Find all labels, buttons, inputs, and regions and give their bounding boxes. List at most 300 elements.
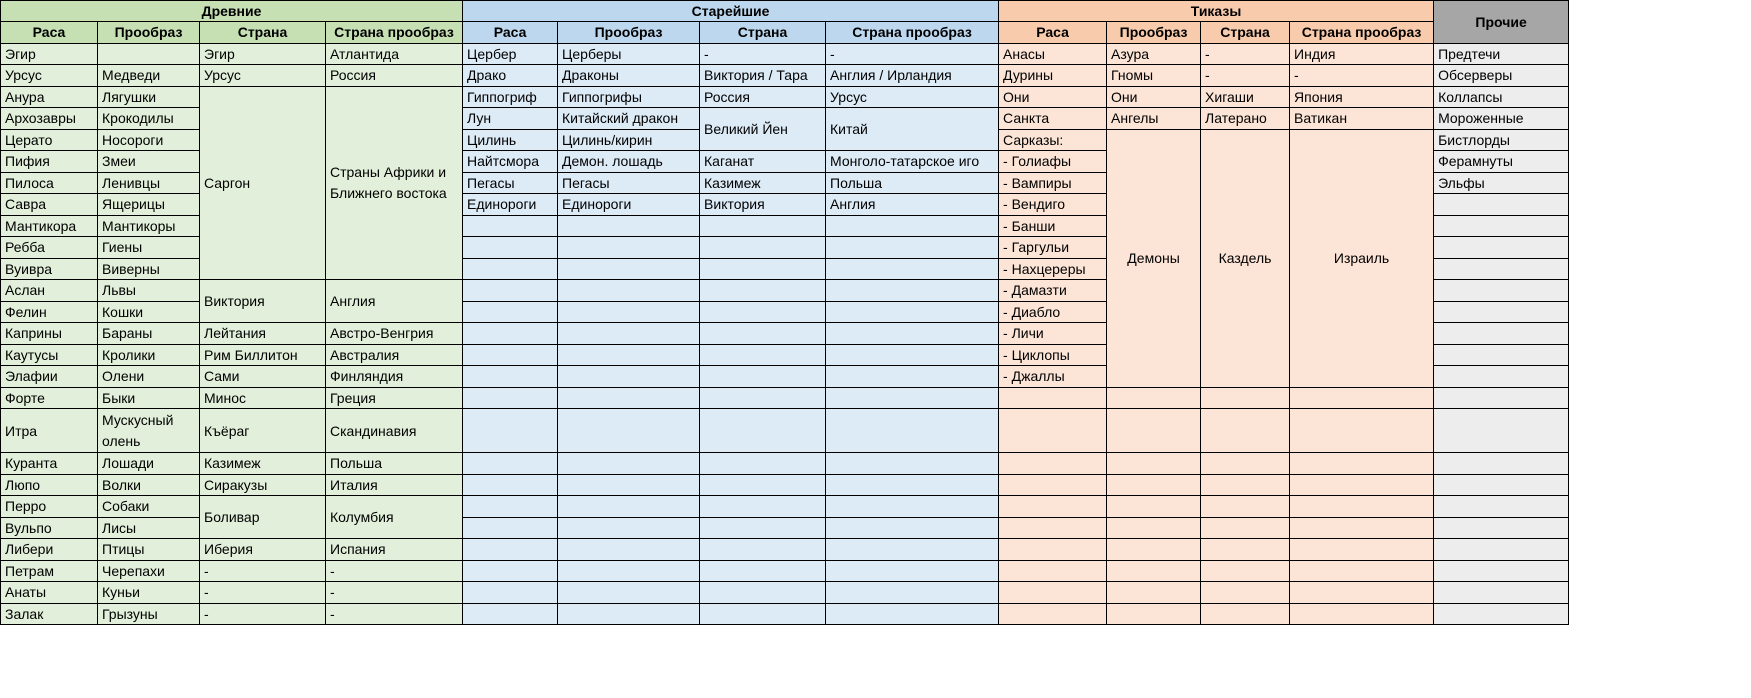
cell bbox=[1107, 582, 1201, 604]
table-row bbox=[1, 387, 1569, 409]
cell bbox=[999, 603, 1107, 625]
cell[interactable]: Савра bbox=[1, 194, 98, 216]
cell[interactable]: Драконы bbox=[558, 65, 700, 87]
cell[interactable]: Сами bbox=[200, 366, 326, 388]
table-row bbox=[1, 453, 1569, 475]
cell[interactable]: Ангелы bbox=[1107, 108, 1201, 130]
table-row bbox=[1, 474, 1569, 496]
cell[interactable]: Крокодилы bbox=[98, 108, 200, 130]
cell[interactable]: Лягушки bbox=[98, 86, 200, 108]
col-header: Прообраз bbox=[98, 22, 200, 44]
cell[interactable]: Лун bbox=[463, 108, 558, 130]
cell bbox=[1434, 280, 1569, 302]
cell[interactable]: Лисы bbox=[98, 517, 200, 539]
cell[interactable]: Ящерицы bbox=[98, 194, 200, 216]
cell[interactable]: Эгир bbox=[200, 43, 326, 65]
cell bbox=[826, 582, 999, 604]
cell[interactable]: Страны Африки и Ближнего востока bbox=[326, 86, 463, 280]
cell bbox=[1201, 409, 1290, 453]
cell[interactable]: Виктория bbox=[200, 280, 326, 323]
cell bbox=[700, 323, 826, 345]
cell bbox=[558, 474, 700, 496]
cell[interactable]: Драко bbox=[463, 65, 558, 87]
cell bbox=[826, 539, 999, 561]
cell[interactable] bbox=[98, 43, 200, 65]
cell[interactable]: Монголо-татарское иго bbox=[826, 151, 999, 173]
cell bbox=[700, 517, 826, 539]
cell bbox=[999, 582, 1107, 604]
cell[interactable]: Пегасы bbox=[558, 172, 700, 194]
cell[interactable]: Вуивра bbox=[1, 258, 98, 280]
cell[interactable]: Польша bbox=[326, 453, 463, 475]
cell bbox=[463, 301, 558, 323]
cell bbox=[558, 603, 700, 625]
cell[interactable]: Виктория / Тара bbox=[700, 65, 826, 87]
cell bbox=[463, 453, 558, 475]
col-header: Раса bbox=[999, 22, 1107, 44]
cell[interactable]: - Дамазти bbox=[999, 280, 1107, 302]
cell[interactable]: - Гаргульи bbox=[999, 237, 1107, 259]
cell bbox=[700, 603, 826, 625]
cell[interactable]: - bbox=[326, 582, 463, 604]
cell bbox=[999, 496, 1107, 518]
cell[interactable]: Япония bbox=[1290, 86, 1434, 108]
cell bbox=[999, 409, 1107, 453]
cell bbox=[558, 517, 700, 539]
cell[interactable]: Залак bbox=[1, 603, 98, 625]
cell bbox=[826, 280, 999, 302]
cell bbox=[1290, 539, 1434, 561]
cell bbox=[558, 366, 700, 388]
cell bbox=[826, 560, 999, 582]
group-tikaz-header: Тиказы bbox=[999, 1, 1434, 22]
cell[interactable]: Виктория bbox=[700, 194, 826, 216]
cell bbox=[1434, 539, 1569, 561]
cell bbox=[1107, 517, 1201, 539]
cell[interactable]: Они bbox=[999, 86, 1107, 108]
cell[interactable]: Собаки bbox=[98, 496, 200, 518]
cell bbox=[826, 496, 999, 518]
cell[interactable]: Австралия bbox=[326, 344, 463, 366]
table-row bbox=[1, 560, 1569, 582]
cell bbox=[826, 517, 999, 539]
cell bbox=[1290, 453, 1434, 475]
cell[interactable]: - bbox=[200, 582, 326, 604]
cell bbox=[1434, 409, 1569, 453]
cell bbox=[700, 496, 826, 518]
cell[interactable]: - bbox=[200, 603, 326, 625]
cell[interactable]: Церато bbox=[1, 129, 98, 151]
cell[interactable]: Мускусный олень bbox=[98, 409, 200, 453]
cell[interactable]: Великий Йен bbox=[700, 108, 826, 151]
cell bbox=[558, 387, 700, 409]
cell[interactable]: - bbox=[326, 560, 463, 582]
cell[interactable]: - Диабло bbox=[999, 301, 1107, 323]
cell bbox=[558, 582, 700, 604]
group-ancient-header: Древние bbox=[1, 1, 463, 22]
cell bbox=[1107, 474, 1201, 496]
cell[interactable]: - Циклопы bbox=[999, 344, 1107, 366]
cell[interactable]: Урсус bbox=[200, 65, 326, 87]
cell[interactable]: - Вампиры bbox=[999, 172, 1107, 194]
cell[interactable]: Пилоса bbox=[1, 172, 98, 194]
table-row bbox=[1, 539, 1569, 561]
cell bbox=[1201, 517, 1290, 539]
cell bbox=[463, 496, 558, 518]
cell bbox=[463, 280, 558, 302]
cell[interactable]: - Вендиго bbox=[999, 194, 1107, 216]
col-header: Прообраз bbox=[558, 22, 700, 44]
cell[interactable]: Колумбия bbox=[326, 496, 463, 539]
cell[interactable]: - bbox=[700, 43, 826, 65]
cell[interactable]: Олени bbox=[98, 366, 200, 388]
cell bbox=[826, 323, 999, 345]
cell[interactable]: - bbox=[1201, 43, 1290, 65]
cell bbox=[1434, 387, 1569, 409]
cell[interactable]: Ленивцы bbox=[98, 172, 200, 194]
cell bbox=[463, 474, 558, 496]
cell[interactable]: Минос bbox=[200, 387, 326, 409]
cell[interactable]: Финляндия bbox=[326, 366, 463, 388]
cell[interactable]: Урсус bbox=[826, 86, 999, 108]
cell bbox=[558, 539, 700, 561]
cell[interactable]: Азура bbox=[1107, 43, 1201, 65]
cell bbox=[1434, 517, 1569, 539]
cell bbox=[463, 323, 558, 345]
col-header: Страна прообраз bbox=[326, 22, 463, 44]
cell[interactable]: Ферамнуты bbox=[1434, 151, 1569, 173]
cell bbox=[558, 323, 700, 345]
cell[interactable]: Китайский дракон bbox=[558, 108, 700, 130]
cell bbox=[1434, 496, 1569, 518]
cell bbox=[1434, 301, 1569, 323]
cell bbox=[463, 560, 558, 582]
cell[interactable]: Италия bbox=[326, 474, 463, 496]
col-header: Страна bbox=[1201, 22, 1290, 44]
cell bbox=[1201, 387, 1290, 409]
cell[interactable]: Архозавры bbox=[1, 108, 98, 130]
cell[interactable]: Англия bbox=[826, 194, 999, 216]
table-row bbox=[1, 65, 1569, 87]
cell bbox=[1107, 603, 1201, 625]
cell bbox=[826, 301, 999, 323]
cell[interactable]: Сиракузы bbox=[200, 474, 326, 496]
cell bbox=[1290, 517, 1434, 539]
cell[interactable]: Израиль bbox=[1290, 129, 1434, 387]
cell[interactable]: Каздель bbox=[1201, 129, 1290, 387]
cell[interactable]: Единороги bbox=[463, 194, 558, 216]
cell bbox=[463, 539, 558, 561]
cell bbox=[1201, 453, 1290, 475]
cell[interactable]: - Банши bbox=[999, 215, 1107, 237]
cell[interactable]: Сарказы: bbox=[999, 129, 1107, 151]
cell[interactable]: Бистлорды bbox=[1434, 129, 1569, 151]
cell[interactable]: Каганат bbox=[700, 151, 826, 173]
cell[interactable]: Санкта bbox=[999, 108, 1107, 130]
cell bbox=[1290, 603, 1434, 625]
cell[interactable]: Анасы bbox=[999, 43, 1107, 65]
cell bbox=[1434, 323, 1569, 345]
cell[interactable]: Черепахи bbox=[98, 560, 200, 582]
cell[interactable]: Люпо bbox=[1, 474, 98, 496]
cell bbox=[1290, 496, 1434, 518]
cell[interactable]: Виверны bbox=[98, 258, 200, 280]
cell bbox=[1434, 215, 1569, 237]
cell bbox=[1107, 560, 1201, 582]
cell[interactable]: Пифия bbox=[1, 151, 98, 173]
cell[interactable]: Россия bbox=[326, 65, 463, 87]
cell[interactable]: Англия bbox=[326, 280, 463, 323]
cell bbox=[999, 474, 1107, 496]
cell[interactable]: Демоны bbox=[1107, 129, 1201, 387]
cell[interactable]: Мантикора bbox=[1, 215, 98, 237]
cell bbox=[999, 387, 1107, 409]
cell[interactable]: Предтечи bbox=[1434, 43, 1569, 65]
cell[interactable]: Мантикоры bbox=[98, 215, 200, 237]
cell bbox=[700, 560, 826, 582]
cell bbox=[558, 280, 700, 302]
cell[interactable]: Либери bbox=[1, 539, 98, 561]
cell[interactable]: Медведи bbox=[98, 65, 200, 87]
cell[interactable]: Саргон bbox=[200, 86, 326, 280]
cell[interactable]: Кошки bbox=[98, 301, 200, 323]
cell bbox=[1201, 474, 1290, 496]
col-header: Раса bbox=[1, 22, 98, 44]
cell[interactable]: Ребба bbox=[1, 237, 98, 259]
cell[interactable]: - bbox=[826, 43, 999, 65]
cell[interactable]: Гиппогриф bbox=[463, 86, 558, 108]
cell[interactable]: Урсус bbox=[1, 65, 98, 87]
col-header: Прообраз bbox=[1107, 22, 1201, 44]
cell bbox=[700, 409, 826, 453]
cell bbox=[1107, 453, 1201, 475]
cell[interactable]: Скандинавия bbox=[326, 409, 463, 453]
cell[interactable]: Кролики bbox=[98, 344, 200, 366]
col-header: Страна прообраз bbox=[826, 22, 999, 44]
cell[interactable]: Элафии bbox=[1, 366, 98, 388]
cell[interactable]: Гномы bbox=[1107, 65, 1201, 87]
cell[interactable]: Обсерверы bbox=[1434, 65, 1569, 87]
cell bbox=[463, 237, 558, 259]
cell bbox=[558, 215, 700, 237]
cell bbox=[826, 237, 999, 259]
cell bbox=[700, 474, 826, 496]
cell[interactable]: Найтсмора bbox=[463, 151, 558, 173]
col-header: Страна bbox=[700, 22, 826, 44]
cell[interactable]: Лошади bbox=[98, 453, 200, 475]
cell[interactable]: Цилинь/кирин bbox=[558, 129, 700, 151]
cell bbox=[558, 258, 700, 280]
cell[interactable]: Австро-Венгрия bbox=[326, 323, 463, 345]
cell bbox=[826, 366, 999, 388]
cell[interactable]: Польша bbox=[826, 172, 999, 194]
cell[interactable]: Эгир bbox=[1, 43, 98, 65]
cell bbox=[1201, 539, 1290, 561]
cell bbox=[1434, 603, 1569, 625]
cell[interactable]: Итра bbox=[1, 409, 98, 453]
cell bbox=[1201, 603, 1290, 625]
cell[interactable]: Испания bbox=[326, 539, 463, 561]
cell bbox=[463, 517, 558, 539]
cell[interactable]: Цилинь bbox=[463, 129, 558, 151]
cell bbox=[999, 517, 1107, 539]
cell bbox=[700, 344, 826, 366]
cell[interactable]: Греция bbox=[326, 387, 463, 409]
table-row bbox=[1, 496, 1569, 518]
cell bbox=[700, 237, 826, 259]
cell bbox=[999, 453, 1107, 475]
cell bbox=[1434, 344, 1569, 366]
table-row bbox=[1, 409, 1569, 453]
cell bbox=[1201, 582, 1290, 604]
cell[interactable]: Къёраг bbox=[200, 409, 326, 453]
cell[interactable]: Китай bbox=[826, 108, 999, 151]
cell bbox=[700, 582, 826, 604]
cell[interactable]: Они bbox=[1107, 86, 1201, 108]
cell[interactable]: Гиены bbox=[98, 237, 200, 259]
cell bbox=[1107, 409, 1201, 453]
cell bbox=[1201, 560, 1290, 582]
cell bbox=[826, 215, 999, 237]
cell[interactable]: Анура bbox=[1, 86, 98, 108]
cell bbox=[463, 582, 558, 604]
cell[interactable]: Грызуны bbox=[98, 603, 200, 625]
cell[interactable]: - Голиафы bbox=[999, 151, 1107, 173]
col-header: Страна bbox=[200, 22, 326, 44]
cell[interactable]: Демон. лошадь bbox=[558, 151, 700, 173]
cell bbox=[1290, 474, 1434, 496]
cell bbox=[700, 258, 826, 280]
cell[interactable]: Казимеж bbox=[700, 172, 826, 194]
cell[interactable]: Атлантида bbox=[326, 43, 463, 65]
cell bbox=[1434, 560, 1569, 582]
cell bbox=[700, 453, 826, 475]
cell bbox=[558, 496, 700, 518]
cell[interactable]: Церберы bbox=[558, 43, 700, 65]
cell[interactable]: Рим Биллитон bbox=[200, 344, 326, 366]
cell[interactable]: Перро bbox=[1, 496, 98, 518]
cell[interactable]: Анаты bbox=[1, 582, 98, 604]
cell[interactable]: Носороги bbox=[98, 129, 200, 151]
cell bbox=[1434, 194, 1569, 216]
cell bbox=[999, 560, 1107, 582]
cell bbox=[463, 258, 558, 280]
cell[interactable]: Волки bbox=[98, 474, 200, 496]
cell bbox=[826, 453, 999, 475]
cell bbox=[1107, 539, 1201, 561]
cell bbox=[463, 409, 558, 453]
cell[interactable]: - bbox=[200, 560, 326, 582]
cell[interactable]: Вульпо bbox=[1, 517, 98, 539]
cell[interactable]: Быки bbox=[98, 387, 200, 409]
cell[interactable]: - Нахцереры bbox=[999, 258, 1107, 280]
cell bbox=[826, 409, 999, 453]
cell bbox=[1434, 453, 1569, 475]
cell bbox=[826, 603, 999, 625]
cell[interactable]: Эльфы bbox=[1434, 172, 1569, 194]
cell[interactable]: Хигаши bbox=[1201, 86, 1290, 108]
cell bbox=[826, 387, 999, 409]
cell[interactable]: Россия bbox=[700, 86, 826, 108]
cell bbox=[558, 344, 700, 366]
cell[interactable]: Лейтания bbox=[200, 323, 326, 345]
cell[interactable]: Боливар bbox=[200, 496, 326, 539]
cell bbox=[1201, 496, 1290, 518]
cell[interactable]: Единороги bbox=[558, 194, 700, 216]
cell bbox=[1434, 258, 1569, 280]
cell bbox=[700, 366, 826, 388]
cell bbox=[700, 215, 826, 237]
cell[interactable]: Фелин bbox=[1, 301, 98, 323]
table-row bbox=[1, 603, 1569, 625]
cell[interactable]: Пегасы bbox=[463, 172, 558, 194]
cell[interactable]: Львы bbox=[98, 280, 200, 302]
cell bbox=[463, 387, 558, 409]
cell[interactable]: Форте bbox=[1, 387, 98, 409]
cell[interactable]: Куньи bbox=[98, 582, 200, 604]
cell bbox=[558, 301, 700, 323]
cell[interactable]: Каутусы bbox=[1, 344, 98, 366]
cell[interactable]: - bbox=[1290, 65, 1434, 87]
cell[interactable]: Петрам bbox=[1, 560, 98, 582]
table-row bbox=[1, 582, 1569, 604]
cell[interactable]: Мороженные bbox=[1434, 108, 1569, 130]
cell[interactable]: Казимеж bbox=[200, 453, 326, 475]
cell[interactable]: Латерано bbox=[1201, 108, 1290, 130]
cell[interactable]: - bbox=[326, 603, 463, 625]
cell[interactable]: Ватикан bbox=[1290, 108, 1434, 130]
cell[interactable]: Дурины bbox=[999, 65, 1107, 87]
cell bbox=[700, 539, 826, 561]
cell bbox=[1290, 387, 1434, 409]
cell bbox=[558, 560, 700, 582]
table-row bbox=[1, 86, 1569, 108]
cell[interactable]: Индия bbox=[1290, 43, 1434, 65]
cell bbox=[1107, 496, 1201, 518]
col-header: Раса bbox=[463, 22, 558, 44]
cell bbox=[463, 366, 558, 388]
cell bbox=[558, 237, 700, 259]
cell[interactable]: Птицы bbox=[98, 539, 200, 561]
cell bbox=[1434, 366, 1569, 388]
group-other-header: Прочие bbox=[1434, 1, 1569, 44]
cell bbox=[463, 344, 558, 366]
cell[interactable]: - Джаллы bbox=[999, 366, 1107, 388]
cell[interactable]: Англия / Ирландия bbox=[826, 65, 999, 87]
cell[interactable]: Змеи bbox=[98, 151, 200, 173]
cell[interactable]: Иберия bbox=[200, 539, 326, 561]
cell bbox=[700, 280, 826, 302]
cell bbox=[1434, 474, 1569, 496]
cell bbox=[826, 344, 999, 366]
cell[interactable]: Каприны bbox=[1, 323, 98, 345]
cell bbox=[558, 409, 700, 453]
cell[interactable]: - Личи bbox=[999, 323, 1107, 345]
cell bbox=[1434, 582, 1569, 604]
cell[interactable]: Аслан bbox=[1, 280, 98, 302]
cell bbox=[1290, 409, 1434, 453]
cell[interactable]: Коллапсы bbox=[1434, 86, 1569, 108]
cell bbox=[1290, 560, 1434, 582]
cell bbox=[463, 215, 558, 237]
cell[interactable]: Гиппогрифы bbox=[558, 86, 700, 108]
cell bbox=[558, 453, 700, 475]
cell[interactable]: Цербер bbox=[463, 43, 558, 65]
cell[interactable]: - bbox=[1201, 65, 1290, 87]
cell[interactable]: Куранта bbox=[1, 453, 98, 475]
cell bbox=[826, 258, 999, 280]
cell[interactable]: Бараны bbox=[98, 323, 200, 345]
